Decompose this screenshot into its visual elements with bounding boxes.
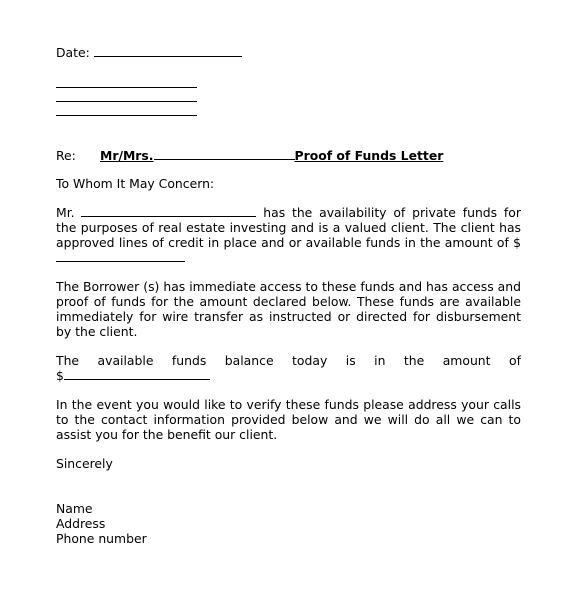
p3-word: the (403, 353, 425, 368)
re-salutation: Mr/Mrs. (100, 148, 154, 163)
p3-word: available (97, 353, 154, 368)
p1-rest: has the availability of private funds for the purposes of real estate investing and is a valued client. The client has approved lines of credit in place and or available funds in the amount of $ (56, 205, 521, 250)
p3-word: balance (224, 353, 274, 368)
signature-address: Address (56, 516, 106, 531)
signature-block (56, 501, 521, 546)
p1-start: Mr. (56, 205, 75, 220)
amount-blank-1 (56, 250, 185, 262)
paragraph-4: In the event you would like to verify these funds please address your calls to the contact information provided below and we will do all we can to assist you for the benefit our client. (56, 397, 521, 442)
paragraph-1 (56, 205, 521, 265)
p3-word: in (374, 353, 386, 368)
re-name-blank (154, 148, 295, 160)
p3-word: is (345, 353, 356, 368)
p3-word: funds (171, 353, 207, 368)
date-blank (94, 45, 242, 57)
address-blank-1 (56, 87, 197, 88)
signature-name: Name (56, 501, 93, 516)
amount-blank-2 (64, 368, 210, 380)
paragraph-3 (56, 353, 521, 383)
p3-word: The (56, 353, 80, 368)
p3-word: today (292, 353, 328, 368)
p3-dollar: $ (56, 368, 64, 383)
date-line (56, 45, 521, 60)
p3-line-1 (56, 353, 521, 368)
re-title: Proof of Funds Letter (294, 148, 444, 163)
re-label: Re: (56, 148, 76, 163)
address-blank-3 (56, 115, 197, 116)
client-name-blank (81, 205, 256, 217)
p3-word: of (508, 353, 521, 368)
closing: Sincerely (56, 456, 113, 471)
re-line (56, 148, 521, 163)
p3-word: amount (442, 353, 491, 368)
paragraph-2: The Borrower (s) has immediate access to these funds and has access and proof of funds for the amount declared below. These funds are available immediately for wire transfer as instructed or directed for disbursement by the client. (56, 279, 521, 339)
signature-phone: Phone number (56, 531, 147, 546)
greeting: To Whom It May Concern: (56, 176, 215, 191)
p3-line-2 (56, 368, 521, 383)
address-blank-2 (56, 101, 197, 102)
date-label: Date: (56, 45, 90, 60)
